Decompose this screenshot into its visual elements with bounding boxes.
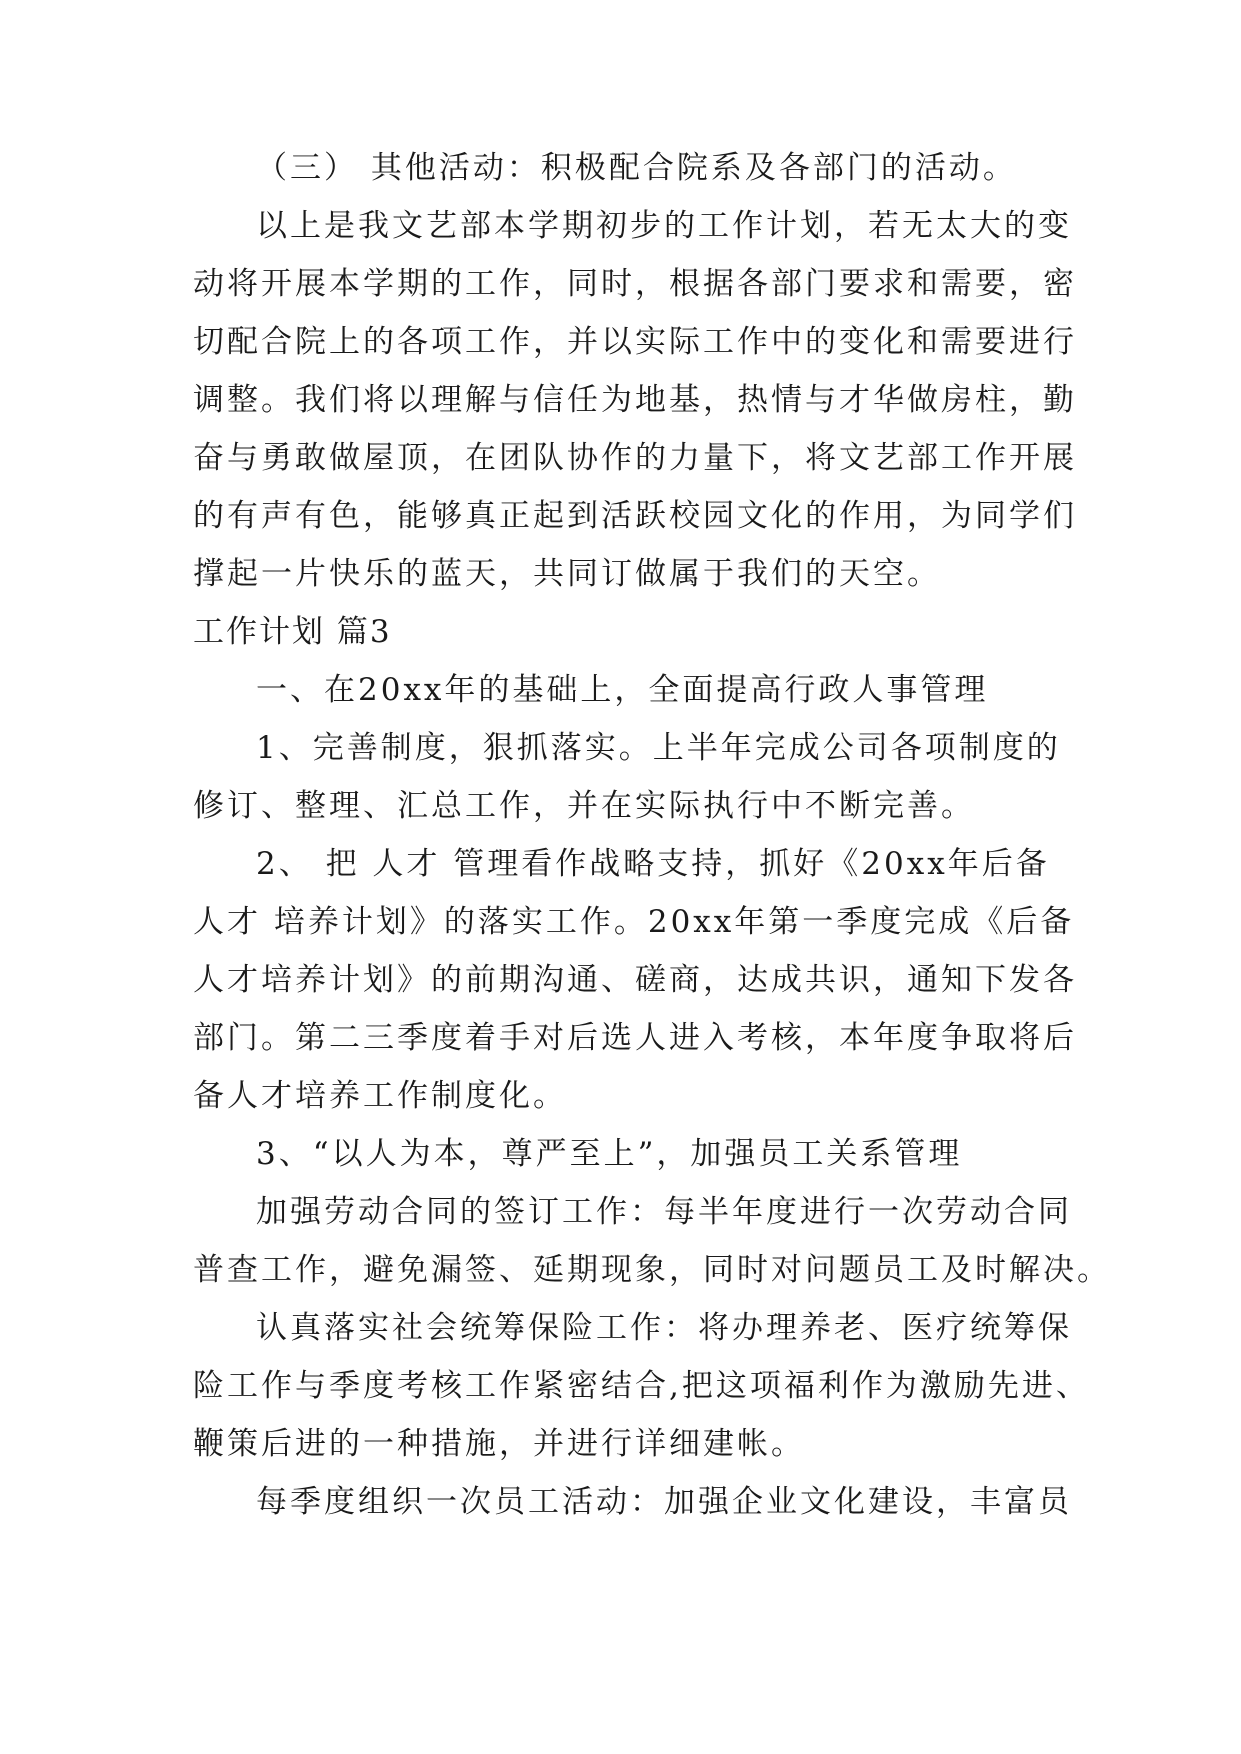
paragraph-line: 险工作与季度考核工作紧密结合,把这项福利作为激励先进、 [193,1368,1090,1404]
paragraph-line: 奋与勇敢做屋顶，在团队协作的力量下，将文艺部工作开展 [193,440,1077,476]
paragraph-line: 认真落实社会统筹保险工作：将办理养老、医疗统筹保 [256,1310,1072,1346]
paragraph-line: 部门。第二三季度着手对后选人进入考核，本年度争取将后 [193,1020,1077,1056]
paragraph-line: 3、“以人为本，尊严至上”，加强员工关系管理 [256,1136,963,1172]
paragraph-line: 人才培养计划》的前期沟通、磋商，达成共识，通知下发各 [193,962,1077,998]
paragraph-line: 撑起一片快乐的蓝天，共同订做属于我们的天空。 [193,556,941,592]
section-heading: 工作计划 篇3 [193,614,392,650]
paragraph-line: 修订、整理、汇总工作，并在实际执行中不断完善。 [193,788,975,824]
paragraph-line: 动将开展本学期的工作，同时，根据各部门要求和需要，密 [193,266,1077,302]
paragraph-line: 一、在20xx年的基础上，全面提高行政人事管理 [256,672,989,708]
paragraph-line: 每季度组织一次员工活动：加强企业文化建设，丰富员 [256,1484,1072,1520]
paragraph-line: （三） 其他活动：积极配合院系及各部门的活动。 [256,150,1017,186]
paragraph-line: 普查工作，避免漏签、延期现象，同时对问题员工及时解决。 [193,1252,1111,1288]
paragraph-line: 备人才培养工作制度化。 [193,1078,567,1114]
paragraph-line: 人才 培养计划》的落实工作。20xx年第一季度完成《后备 [193,904,1075,940]
paragraph-line: 的有声有色，能够真正起到活跃校园文化的作用，为同学们 [193,498,1077,534]
paragraph-line: 加强劳动合同的签订工作：每半年度进行一次劳动合同 [256,1194,1072,1230]
paragraph-line: 以上是我文艺部本学期初步的工作计划，若无太大的变 [256,208,1072,244]
paragraph-line: 1、完善制度，狠抓落实。上半年完成公司各项制度的 [256,730,1061,766]
paragraph-line: 调整。我们将以理解与信任为地基，热情与才华做房柱，勤 [193,382,1077,418]
paragraph-line: 切配合院上的各项工作，并以实际工作中的变化和需要进行 [193,324,1077,360]
paragraph-line: 鞭策后进的一种措施，并进行详细建帐。 [193,1426,805,1462]
paragraph-line: 2、 把 人才 管理看作战略支持，抓好《20xx年后备 [256,846,1050,882]
